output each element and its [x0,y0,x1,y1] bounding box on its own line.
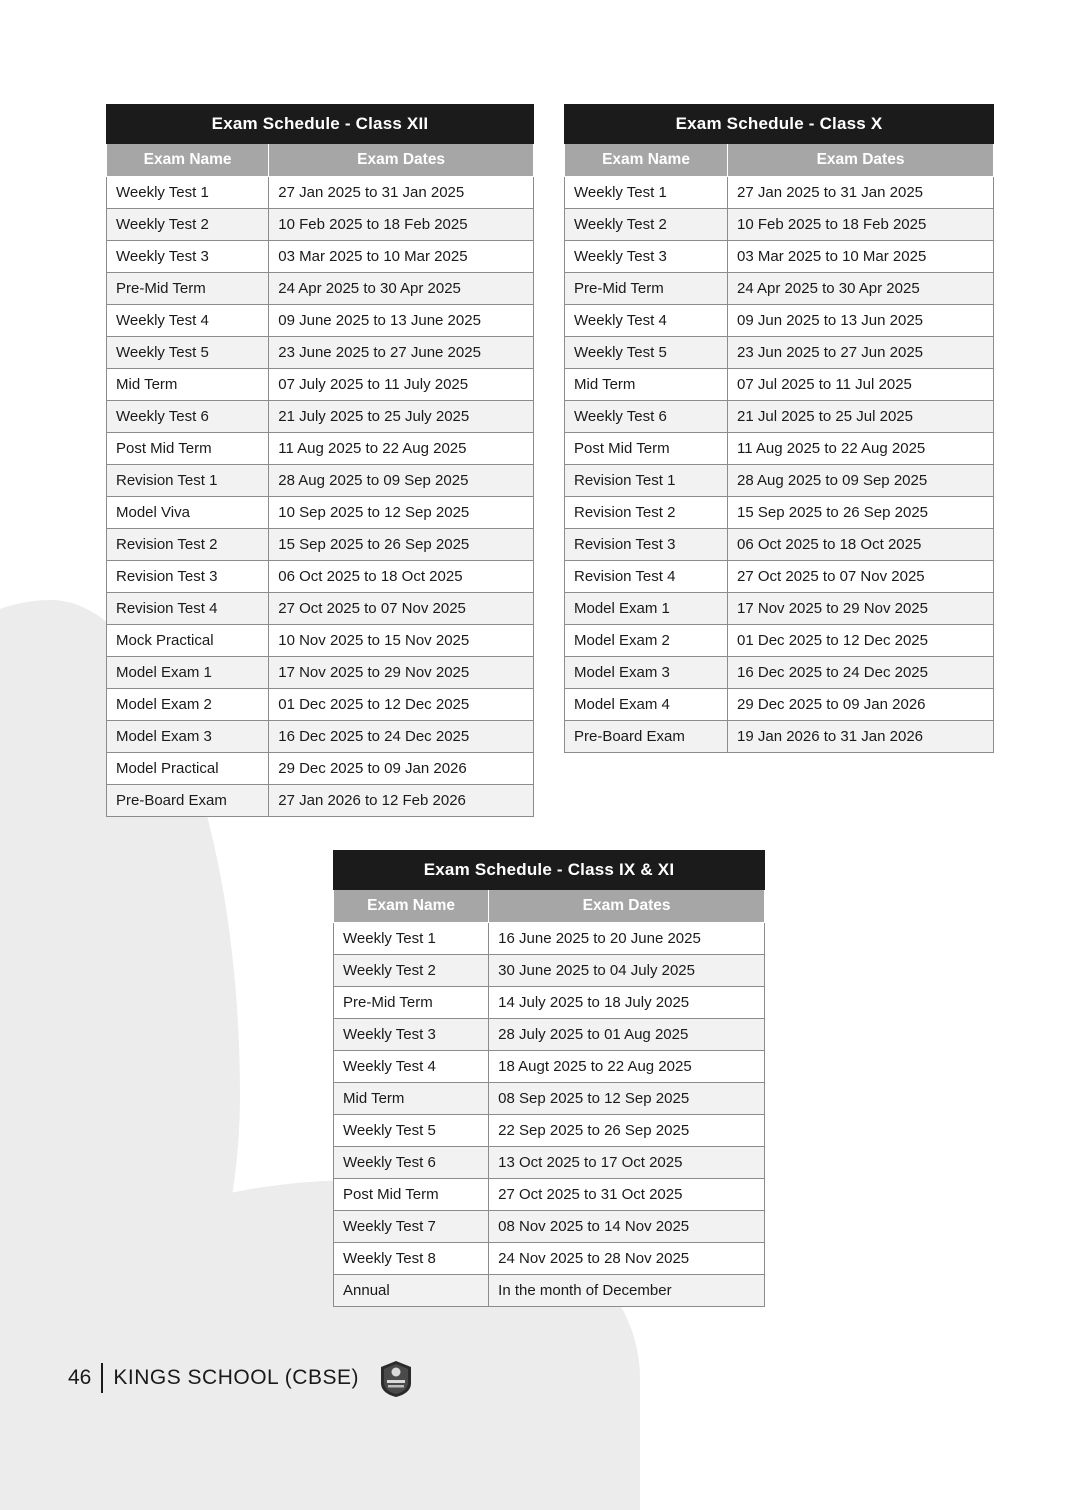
exam-schedule-table-class-xii [106,104,534,817]
cell-exam-name: Pre-Mid Term [565,273,728,305]
cell-exam-dates: 17 Nov 2025 to 29 Nov 2025 [728,593,994,625]
cell-exam-name: Annual [334,1275,489,1307]
cell-exam-dates: 24 Apr 2025 to 30 Apr 2025 [269,273,534,305]
cell-exam-dates: 27 Oct 2025 to 07 Nov 2025 [269,593,534,625]
cell-exam-dates: 14 July 2025 to 18 July 2025 [489,987,765,1019]
table-row [107,401,534,433]
cell-exam-name: Model Exam 3 [107,721,269,753]
cell-exam-dates: 15 Sep 2025 to 26 Sep 2025 [269,529,534,561]
cell-exam-dates: 19 Jan 2026 to 31 Jan 2026 [728,721,994,753]
cell-exam-name: Weekly Test 2 [565,209,728,241]
table-body [107,177,534,817]
cell-exam-dates: 07 July 2025 to 11 July 2025 [269,369,534,401]
table-title: Exam Schedule - Class XII [107,105,534,144]
cell-exam-dates: 01 Dec 2025 to 12 Dec 2025 [728,625,994,657]
cell-exam-name: Model Exam 4 [565,689,728,721]
cell-exam-dates: 23 June 2025 to 27 June 2025 [269,337,534,369]
school-name: KINGS SCHOOL (CBSE) [113,1366,359,1389]
cell-exam-name: Weekly Test 3 [565,241,728,273]
table-row [107,433,534,465]
cell-exam-dates: 21 July 2025 to 25 July 2025 [269,401,534,433]
footer-divider [101,1363,103,1393]
column-header-exam-dates: Exam Dates [489,890,765,923]
table-row [565,337,994,369]
cell-exam-dates: 08 Nov 2025 to 14 Nov 2025 [489,1211,765,1243]
table-row [107,241,534,273]
cell-exam-name: Mid Term [107,369,269,401]
table-row [334,1179,765,1211]
cell-exam-name: Revision Test 2 [107,529,269,561]
cell-exam-name: Weekly Test 4 [565,305,728,337]
column-header-exam-name: Exam Name [565,144,728,177]
cell-exam-name: Pre-Board Exam [107,785,269,817]
exam-schedule-table-class-x [564,104,994,753]
cell-exam-dates: 10 Sep 2025 to 12 Sep 2025 [269,497,534,529]
cell-exam-dates: 22 Sep 2025 to 26 Sep 2025 [489,1115,765,1147]
column-header-exam-name: Exam Name [334,890,489,923]
cell-exam-name: Revision Test 3 [565,529,728,561]
table-row [565,657,994,689]
table-row [565,689,994,721]
cell-exam-dates: 28 Aug 2025 to 09 Sep 2025 [728,465,994,497]
cell-exam-dates: 27 Jan 2025 to 31 Jan 2025 [269,177,534,209]
cell-exam-name: Revision Test 3 [107,561,269,593]
cell-exam-name: Pre-Board Exam [565,721,728,753]
table-row [107,465,534,497]
table-row [334,955,765,987]
column-header-exam-name: Exam Name [107,144,269,177]
cell-exam-name: Weekly Test 6 [107,401,269,433]
table-body [565,177,994,753]
cell-exam-dates: 03 Mar 2025 to 10 Mar 2025 [728,241,994,273]
cell-exam-name: Weekly Test 2 [107,209,269,241]
cell-exam-name: Mock Practical [107,625,269,657]
cell-exam-dates: 16 Dec 2025 to 24 Dec 2025 [728,657,994,689]
table-row [107,177,534,209]
cell-exam-name: Model Exam 2 [107,689,269,721]
table-body [334,923,765,1307]
table-header-row [107,144,534,177]
cell-exam-name: Model Exam 2 [565,625,728,657]
cell-exam-dates: 07 Jul 2025 to 11 Jul 2025 [728,369,994,401]
table-row [565,241,994,273]
cell-exam-name: Post Mid Term [334,1179,489,1211]
table-row [107,561,534,593]
table-row [334,1243,765,1275]
cell-exam-name: Model Exam 1 [565,593,728,625]
cell-exam-dates: 10 Feb 2025 to 18 Feb 2025 [728,209,994,241]
table-row [565,209,994,241]
page-number: 46 [68,1366,92,1389]
cell-exam-name: Revision Test 1 [107,465,269,497]
cell-exam-name: Weekly Test 3 [334,1019,489,1051]
cell-exam-name: Weekly Test 1 [565,177,728,209]
cell-exam-dates: 28 Aug 2025 to 09 Sep 2025 [269,465,534,497]
table-header-row [565,144,994,177]
table-row [334,1083,765,1115]
cell-exam-name: Weekly Test 6 [565,401,728,433]
cell-exam-dates: In the month of December [489,1275,765,1307]
table-row [334,1019,765,1051]
table-title-row [107,105,534,144]
table-row [565,529,994,561]
table-row [565,625,994,657]
cell-exam-name: Model Exam 1 [107,657,269,689]
table-row [565,305,994,337]
cell-exam-dates: 18 Augt 2025 to 22 Aug 2025 [489,1051,765,1083]
top-tables-row [106,104,994,817]
cell-exam-dates: 17 Nov 2025 to 29 Nov 2025 [269,657,534,689]
cell-exam-dates: 24 Apr 2025 to 30 Apr 2025 [728,273,994,305]
table-row [107,753,534,785]
cell-exam-dates: 03 Mar 2025 to 10 Mar 2025 [269,241,534,273]
cell-exam-dates: 01 Dec 2025 to 12 Dec 2025 [269,689,534,721]
school-crest-icon [373,1355,419,1401]
cell-exam-dates: 27 Jan 2025 to 31 Jan 2025 [728,177,994,209]
cell-exam-name: Revision Test 4 [107,593,269,625]
table-title: Exam Schedule - Class X [565,105,994,144]
cell-exam-name: Weekly Test 6 [334,1147,489,1179]
cell-exam-name: Pre-Mid Term [107,273,269,305]
cell-exam-dates: 29 Dec 2025 to 09 Jan 2026 [728,689,994,721]
cell-exam-dates: 09 June 2025 to 13 June 2025 [269,305,534,337]
bottom-table-wrap [333,850,765,1307]
cell-exam-dates: 27 Jan 2026 to 12 Feb 2026 [269,785,534,817]
table-row [565,273,994,305]
cell-exam-name: Post Mid Term [565,433,728,465]
table-title: Exam Schedule - Class IX & XI [334,851,765,890]
cell-exam-name: Weekly Test 3 [107,241,269,273]
cell-exam-name: Model Exam 3 [565,657,728,689]
table-row [107,273,534,305]
table-row [565,369,994,401]
table-title-row [565,105,994,144]
table-row [565,561,994,593]
cell-exam-name: Weekly Test 5 [565,337,728,369]
table-row [107,785,534,817]
table-row [565,593,994,625]
table-row [107,337,534,369]
table-row [334,1147,765,1179]
table-row [334,987,765,1019]
table-row [334,1115,765,1147]
table-row [565,721,994,753]
table-row [107,529,534,561]
table-row [107,721,534,753]
cell-exam-name: Pre-Mid Term [334,987,489,1019]
table-row [334,1051,765,1083]
table-row [565,401,994,433]
cell-exam-name: Weekly Test 4 [107,305,269,337]
page-footer [68,1355,419,1401]
cell-exam-name: Weekly Test 1 [107,177,269,209]
cell-exam-name: Mid Term [334,1083,489,1115]
cell-exam-dates: 06 Oct 2025 to 18 Oct 2025 [269,561,534,593]
table-row [107,369,534,401]
cell-exam-dates: 27 Oct 2025 to 31 Oct 2025 [489,1179,765,1211]
table-title-row [334,851,765,890]
cell-exam-name: Revision Test 4 [565,561,728,593]
cell-exam-dates: 23 Jun 2025 to 27 Jun 2025 [728,337,994,369]
cell-exam-name: Post Mid Term [107,433,269,465]
cell-exam-name: Model Viva [107,497,269,529]
table-row [565,497,994,529]
cell-exam-name: Weekly Test 8 [334,1243,489,1275]
cell-exam-dates: 06 Oct 2025 to 18 Oct 2025 [728,529,994,561]
table-row [334,1275,765,1307]
table-row [565,433,994,465]
table-row [107,593,534,625]
table-row [107,497,534,529]
cell-exam-dates: 27 Oct 2025 to 07 Nov 2025 [728,561,994,593]
cell-exam-dates: 13 Oct 2025 to 17 Oct 2025 [489,1147,765,1179]
cell-exam-dates: 16 Dec 2025 to 24 Dec 2025 [269,721,534,753]
cell-exam-name: Weekly Test 5 [334,1115,489,1147]
cell-exam-dates: 10 Nov 2025 to 15 Nov 2025 [269,625,534,657]
cell-exam-name: Weekly Test 7 [334,1211,489,1243]
cell-exam-dates: 29 Dec 2025 to 09 Jan 2026 [269,753,534,785]
cell-exam-dates: 30 June 2025 to 04 July 2025 [489,955,765,987]
cell-exam-name: Weekly Test 2 [334,955,489,987]
cell-exam-dates: 16 June 2025 to 20 June 2025 [489,923,765,955]
column-header-exam-dates: Exam Dates [269,144,534,177]
cell-exam-dates: 11 Aug 2025 to 22 Aug 2025 [728,433,994,465]
table-row [107,657,534,689]
table-row [107,689,534,721]
table-row [334,923,765,955]
cell-exam-name: Revision Test 2 [565,497,728,529]
cell-exam-dates: 21 Jul 2025 to 25 Jul 2025 [728,401,994,433]
cell-exam-name: Weekly Test 5 [107,337,269,369]
cell-exam-dates: 15 Sep 2025 to 26 Sep 2025 [728,497,994,529]
table-header-row [334,890,765,923]
cell-exam-name: Weekly Test 1 [334,923,489,955]
table-row [565,177,994,209]
cell-exam-name: Revision Test 1 [565,465,728,497]
cell-exam-dates: 09 Jun 2025 to 13 Jun 2025 [728,305,994,337]
cell-exam-dates: 11 Aug 2025 to 22 Aug 2025 [269,433,534,465]
cell-exam-dates: 28 July 2025 to 01 Aug 2025 [489,1019,765,1051]
column-header-exam-dates: Exam Dates [728,144,994,177]
table-row [107,625,534,657]
table-row [107,305,534,337]
cell-exam-name: Model Practical [107,753,269,785]
table-row [565,465,994,497]
exam-schedule-table-class-ix-xi [333,850,765,1307]
cell-exam-dates: 10 Feb 2025 to 18 Feb 2025 [269,209,534,241]
cell-exam-dates: 24 Nov 2025 to 28 Nov 2025 [489,1243,765,1275]
table-row [107,209,534,241]
cell-exam-dates: 08 Sep 2025 to 12 Sep 2025 [489,1083,765,1115]
cell-exam-name: Weekly Test 4 [334,1051,489,1083]
table-row [334,1211,765,1243]
cell-exam-name: Mid Term [565,369,728,401]
